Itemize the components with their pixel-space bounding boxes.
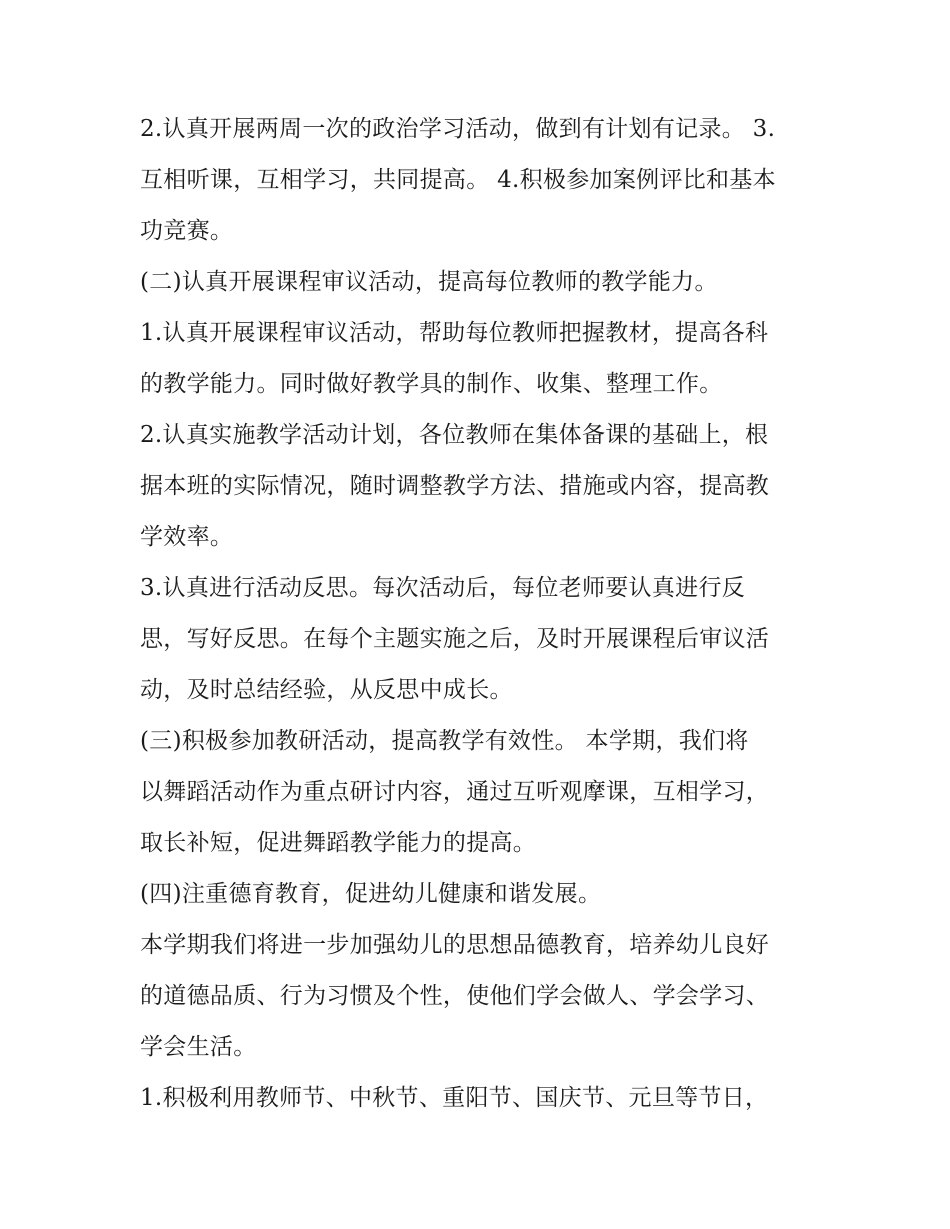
text-line: 以舞蹈活动作为重点研讨内容，通过互听观摩课，互相学习，	[140, 779, 770, 805]
text-line: 1.积极利用教师节、中秋节、重阳节、国庆节、元旦等节日，	[140, 1085, 769, 1111]
text-line: 思，写好反思。在每个主题实施之后，及时开展课程后审议活	[140, 626, 770, 652]
text-line: 1.认真开展课程审议活动，帮助每位教师把握教材，提高各科	[140, 320, 769, 346]
text-line: 3.认真进行活动反思。每次活动后，每位老师要认真进行反	[140, 575, 746, 601]
text-line: 据本班的实际情况，随时调整教学方法、措施或内容，提高教	[140, 473, 770, 499]
text-line: 取长补短，促进舞蹈教学能力的提高。	[140, 830, 537, 856]
text-line: 的教学能力。同时做好教学具的制作、收集、整理工作。	[140, 371, 723, 397]
text-line: 功竞赛。	[140, 218, 234, 244]
text-line: 学效率。	[140, 524, 234, 550]
document-body	[140, 104, 820, 1124]
section-heading: (三)积极参加教研活动，提高教学有效性。 本学期，我们将	[140, 728, 749, 754]
section-heading: (四)注重德育教育，促进幼儿健康和谐发展。	[140, 881, 602, 907]
text-line: 本学期我们将进一步加强幼儿的思想品德教育，培养幼儿良好	[140, 932, 770, 958]
text-line: 学会生活。	[140, 1034, 257, 1060]
section-heading: (二)认真开展课程审议活动，提高每位教师的教学能力。	[140, 269, 718, 295]
text-line: 互相听课，互相学习，共同提高。 4.积极参加案例评比和基本	[140, 167, 776, 193]
text-line: 2.认真开展两周一次的政治学习活动，做到有计划有记录。 3.	[140, 116, 776, 142]
text-line: 的道德品质、行为习惯及个性，使他们学会做人、学会学习、	[140, 983, 770, 1009]
text-line: 动，及时总结经验，从反思中成长。	[140, 677, 513, 703]
text-line: 2.认真实施教学活动计划，各位教师在集体备课的基础上，根	[140, 422, 769, 448]
